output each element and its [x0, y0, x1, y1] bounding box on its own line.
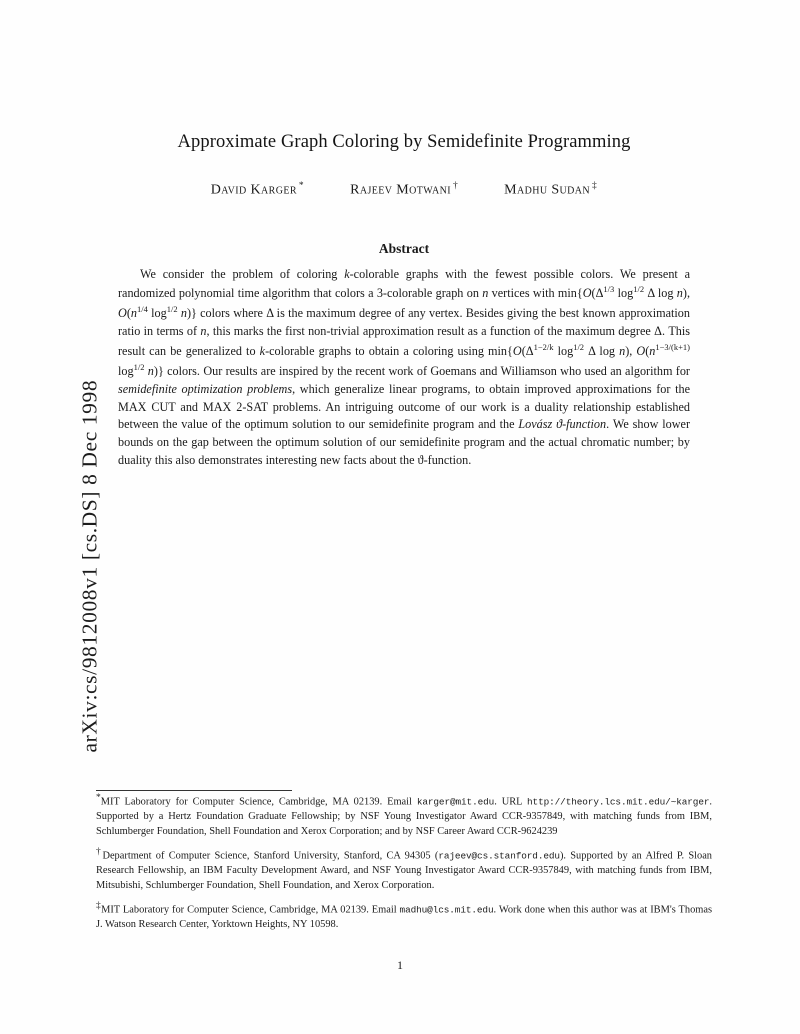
author-1-footnote-mark: *	[298, 181, 305, 191]
author-3-footnote-mark: ‡	[592, 181, 598, 191]
author-2-footnote-mark: †	[452, 181, 459, 191]
footnote-3-part-1: MIT Laboratory for Computer Science, Cambridge, MA 02139. Email	[101, 904, 400, 915]
footnote-3-part-2: . Work done when this author was at IBM's Thomas J. Watson Research Center, Yorktown Heights, NY 10598.	[96, 904, 712, 930]
footnote-1-part-3: . Supported by a Hertz Foundation Graduate Fellowship; by NSF Young Investigator Award CCR-9357849, with matching funds from IBM, Schlumberger Foundation, Shell Foundation and Xerox Corporation; and by NSF Career Award CCR-9624239	[96, 796, 712, 837]
footnote-2	[96, 846, 712, 894]
footnote-1	[96, 792, 712, 840]
footnote-2-mark: †	[96, 846, 103, 857]
author-list	[96, 181, 712, 199]
footnote-1-part-2: . URL	[494, 796, 528, 808]
footnote-3	[96, 900, 712, 933]
footnote-2-part-1: Department of Computer Science, Stanford University, Stanford, CA 94305 (	[102, 850, 439, 862]
page-title: Approximate Graph Coloring by Semidefinite Programming	[177, 132, 631, 152]
abstract-text: We consider the problem of coloring k-colorable graphs with the fewest possible colors. We present a randomized polynomial time algorithm that colors a 3-colorable graph on n vertices with $\min\{O(\Delta^{1/3}$ $\log^{1/2} \Delta$ log n), $O(n^{1/4}$ $\log^{1/2} n$)} colors where Δ is the maximum degree of any vertex. Besides giving the best known approximation ratio in terms of n, this marks the first non-trivial approximation result as a function of the maximum degree Δ. This result can be generalized to k-colorable graphs to obtain a coloring using $\min\{O(\Delta^{1-2/k}$ $\log^{1/2} \Delta$ log n), $O(n^{1-3/(k+1)}$ $\log^{1/2} n$)} colors. Our results are inspired by the recent work of Goemans and Williamson who used an algorithm for semidefinite optimization problems, which generalize linear programs, to obtain improved approximations for the MAX CUT and MAX 2-SAT problems. An intriguing outcome of our work is a duality relationship established between the value of the optimum solution to our semidefinite program and the Lovász ϑ-function. We show lower bounds on the gap between the optimum solution of our semidefinite program and the actual chromatic number; by duality this also demonstrates interesting new facts about the ϑ-function.	[118, 266, 691, 468]
footnote-1-mark: *	[96, 793, 101, 803]
arxiv-identifier-stamp: arXiv:cs/9812008v1 [cs.DS] 8 Dec 1998	[77, 379, 102, 753]
footnote-separator	[96, 790, 292, 791]
footnote-2-part-2: ). Supported by an Alfred P. Sloan Research Fellowship, an IBM Faculty Development Award, and NSF Young Investigator Award CCR-9357849, with matching funds from IBM, Mitsubishi, Schlumberger Foundation, Shell Foundation, and Xerox Corporation.	[96, 850, 713, 891]
author-2	[350, 181, 458, 199]
footnote-3-mark: ‡	[96, 900, 102, 911]
footnote-1-email: karger@mit.edu	[416, 796, 495, 808]
page-number: 1	[397, 958, 403, 972]
footnote-list	[96, 792, 712, 939]
footnote-2-email: rajeev@cs.stanford.edu	[438, 850, 560, 862]
author-1	[211, 181, 304, 199]
footnote-3-email: madhu@lcs.mit.edu	[399, 904, 494, 915]
footnote-1-url[interactable]: http://theory.lcs.mit.edu/~karger	[527, 796, 710, 808]
abstract-heading: Abstract	[378, 240, 430, 256]
author-3-name: Madhu Sudan	[504, 182, 591, 198]
footnote-1-part-1: MIT Laboratory for Computer Science, Cambridge, MA 02139. Email	[100, 796, 417, 808]
author-1-name: David Karger	[210, 182, 297, 198]
author-3	[504, 181, 597, 199]
paper-content	[96, 132, 712, 470]
author-2-name: Rajeev Motwani	[350, 182, 451, 198]
